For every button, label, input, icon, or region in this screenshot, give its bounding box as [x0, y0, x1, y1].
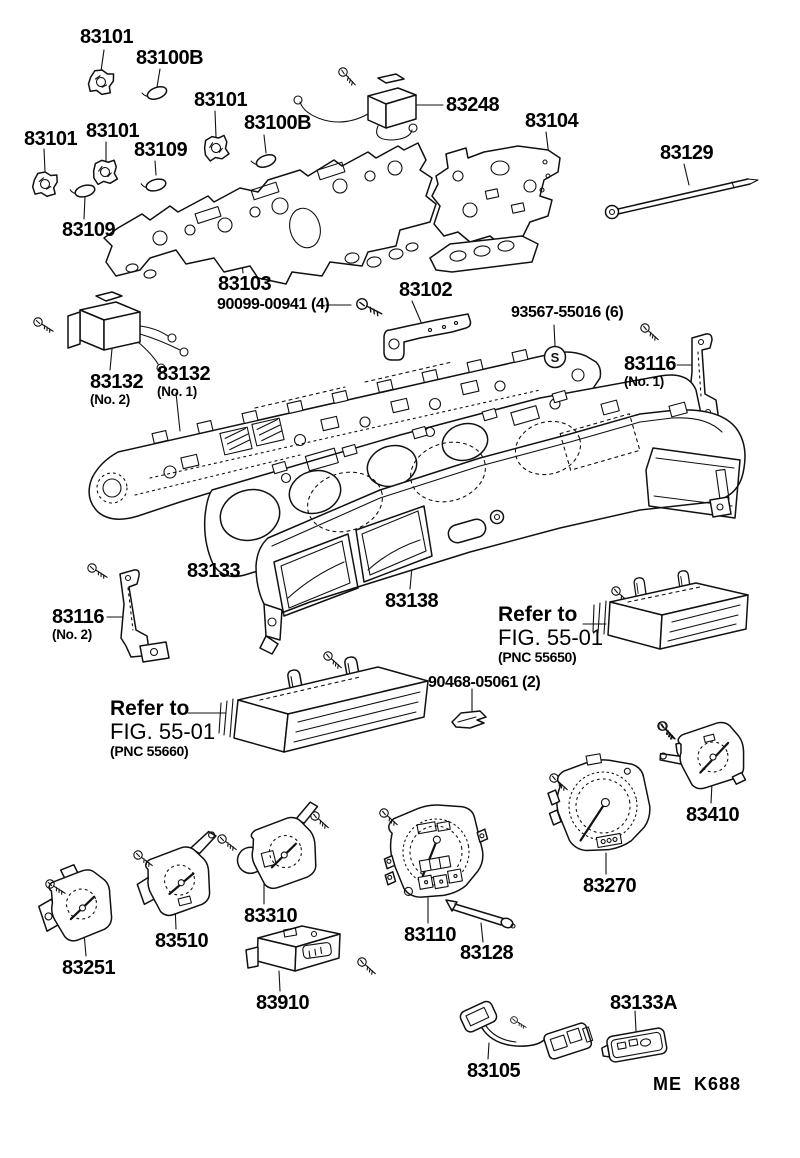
part-label-83101-a: 83101 [80, 26, 134, 48]
note-refer-fig-55-01-left: Refer to FIG. 55-01 (PNC 55660) [110, 697, 216, 759]
part-label-83132-no1: 83132 (No. 1) [157, 363, 211, 400]
note-refer-fig-55-01-right: Refer to FIG. 55-01 (PNC 55650) [498, 603, 604, 665]
drawing-code: ME K688 [653, 1074, 742, 1094]
part-label-83104: 83104 [525, 110, 579, 132]
part-label-83101-b: 83101 [194, 89, 248, 111]
part-label-83116-no2: 83116 (No. 2) [52, 606, 105, 643]
part-label-90099-00941: 90099-00941 (4) [217, 296, 330, 313]
part-label-83248: 83248 [446, 94, 500, 116]
tachometer-83270-art [541, 747, 656, 859]
screw-symbol-93567-art [545, 347, 566, 368]
part-label-83310: 83310 [244, 905, 298, 927]
part-label-83133a: 83133A [610, 992, 678, 1014]
part-label-83100b-b: 83100B [244, 112, 312, 134]
part-label-83510: 83510 [155, 930, 209, 952]
part-label-83101-d: 83101 [86, 120, 140, 142]
wire-harness-83105-art [458, 1000, 594, 1061]
screw-symbol-letter: S [550, 350, 560, 365]
part-label-83251: 83251 [62, 957, 116, 979]
part-label-83116-no1: 83116 (No. 1) [624, 353, 677, 390]
part-label-83102: 83102 [399, 279, 453, 301]
gauge-83510-art [129, 830, 232, 921]
sender-unit-83248-art [294, 66, 417, 140]
part-label-83132-no2: 83132 (No. 2) [90, 371, 144, 408]
part-label-83109-a: 83109 [134, 139, 188, 161]
part-label-83105: 83105 [467, 1060, 521, 1082]
air-vent-right-art [593, 570, 748, 649]
bracket-83102-art [355, 298, 470, 360]
control-box-83910-art [246, 926, 340, 971]
shaft-83129-art [606, 179, 759, 219]
part-label-83101-c: 83101 [24, 128, 78, 150]
part-label-83133: 83133 [187, 560, 241, 582]
air-vent-left-art [219, 650, 428, 752]
speedometer-83110-art [375, 797, 496, 905]
plate-83133a-art [600, 1027, 668, 1064]
part-label-90468-05061: 90468-05061 (2) [428, 674, 541, 691]
gauge-83251-art [31, 858, 119, 948]
part-label-83109-b: 83109 [62, 219, 116, 241]
part-label-83110: 83110 [404, 924, 457, 946]
part-label-93567-55016: 93567-55016 (6) [511, 304, 624, 321]
part-label-83910: 83910 [256, 992, 310, 1014]
part-label-83100b-a: 83100B [136, 47, 204, 69]
part-label-83270: 83270 [583, 875, 637, 897]
circuit-plate-83104-art [430, 146, 560, 272]
part-label-83129: 83129 [660, 142, 714, 164]
part-label-83138: 83138 [385, 590, 439, 612]
part-label-83103: 83103 [218, 273, 272, 295]
part-label-83410: 83410 [686, 804, 740, 826]
gauge-83310-art [228, 801, 334, 896]
relay-83132-art [32, 292, 188, 372]
speedometer-shaft-83128-art [446, 900, 515, 929]
part-label-83128: 83128 [460, 942, 514, 964]
